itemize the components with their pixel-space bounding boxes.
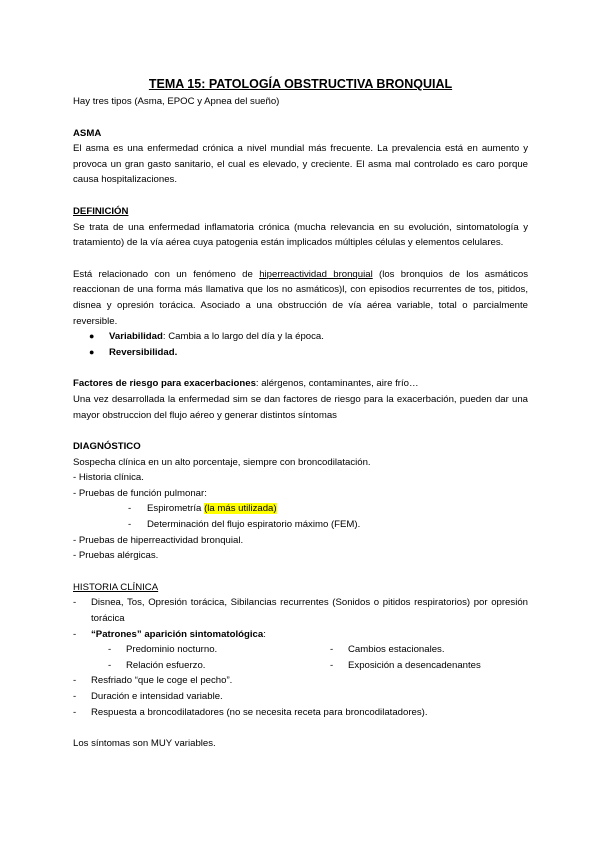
list-item: - Relación esfuerzo.	[108, 659, 206, 671]
patrones-grid	[73, 642, 528, 673]
diagnostico-line: Sospecha clínica en un alto porcentaje, siempre con broncodilatación.	[73, 456, 371, 468]
document-page	[73, 76, 528, 752]
hiperreactividad-post: (los bronquios de los asmáticos reaccionan de una forma más llamativa que los no asmáticos)l, con episodios recurrentes de tos, pitidos, disnea y opresión torácica. Asociado a una obstrucción de vía aérea variable, total o parcialmente reversible.	[73, 268, 528, 327]
hiperreactividad-pre: Está relacionado con un fenómeno de	[73, 268, 260, 280]
asma-heading: ASMA	[73, 127, 102, 139]
list-item: ● Variabilidad: Cambia a lo largo del día y la época.	[73, 329, 528, 345]
list-item: - Cambios estacionales.	[330, 644, 445, 656]
definicion-heading: DEFINICIÓN	[73, 205, 129, 217]
patrones-left	[73, 642, 330, 673]
highlighted-text: (la más utilizada)	[204, 503, 277, 515]
definicion-text: Se trata de una enfermedad inflamatoria crónica (mucha relevancia en su evolución, sintomatología y tratamiento) de la vía aérea cuya patogenia están implicados múltiples células y elementos celulares.	[73, 221, 528, 249]
list-item: - Exposición a desencadenantes	[330, 659, 481, 671]
patrones-right	[330, 642, 481, 673]
factores-text: Una vez desarrollada la enfermedad sim se dan factores de riesgo para la exacerbación, pueden dar una mayor obstruccion del flujo aéreo y generar distintos síntomas	[73, 393, 528, 421]
historia-item: - Disnea, Tos, Opresión torácica, Sibilancias recurrentes (Sonidos o pitidos respiratorios) por opresión torácica	[73, 597, 528, 625]
diagnostico-line: - Pruebas de hiperreactividad bronquial.	[73, 534, 244, 546]
bullet-icon: ●	[89, 346, 95, 357]
espirometria-item: - Espirometría (la más utilizada)	[128, 503, 277, 515]
asma-text: El asma es una enfermedad crónica a nivel mundial más frecuente. La prevalencia está en aumento y provoca un gran gasto sanitario, el cual es elevado, y creciente. El asma mal controlado es caro porque causa hospitalizaciones.	[73, 143, 528, 186]
historia-item: - Respuesta a broncodilatadores (no se necesita receta para broncodilatadores).	[73, 706, 428, 718]
fem-item: - Determinación del flujo espiratorio máximo (FEM).	[128, 519, 361, 531]
diagnostico-line: - Pruebas de función pulmonar:	[73, 487, 207, 499]
historia-item: - “Patrones” aparición sintomatológica:	[73, 628, 266, 640]
hiperreactividad-term: hiperreactividad bronquial	[259, 268, 373, 280]
factores-riesgo: Factores de riesgo para exacerbaciones: alérgenos, contaminantes, aire frío…	[73, 378, 419, 390]
page-title: TEMA 15: PATOLOGÍA OBSTRUCTIVA BRONQUIAL	[148, 77, 453, 91]
closing-text: Los síntomas son MUY variables.	[73, 738, 216, 750]
historia-heading: HISTORIA CLÍNICA	[73, 581, 159, 593]
historia-item: - Duración e intensidad variable.	[73, 691, 223, 702]
list-item: - Predominio nocturno.	[108, 644, 218, 656]
intro-text: Hay tres tipos (Asma, EPOC y Apnea del sueño)	[73, 96, 280, 107]
list-item: ● Reversibilidad.	[73, 345, 528, 361]
historia-item: - Resfriado “que le coge el pecho”.	[73, 675, 233, 687]
hiperreactividad-paragraph	[73, 267, 528, 329]
characteristics-list	[73, 329, 528, 360]
diagnostico-line: - Pruebas alérgicas.	[73, 550, 159, 562]
diagnostico-heading: DIAGNÓSTICO	[73, 441, 141, 453]
diagnostico-line: - Historia clínica.	[73, 472, 144, 484]
bullet-icon: ●	[89, 331, 95, 342]
